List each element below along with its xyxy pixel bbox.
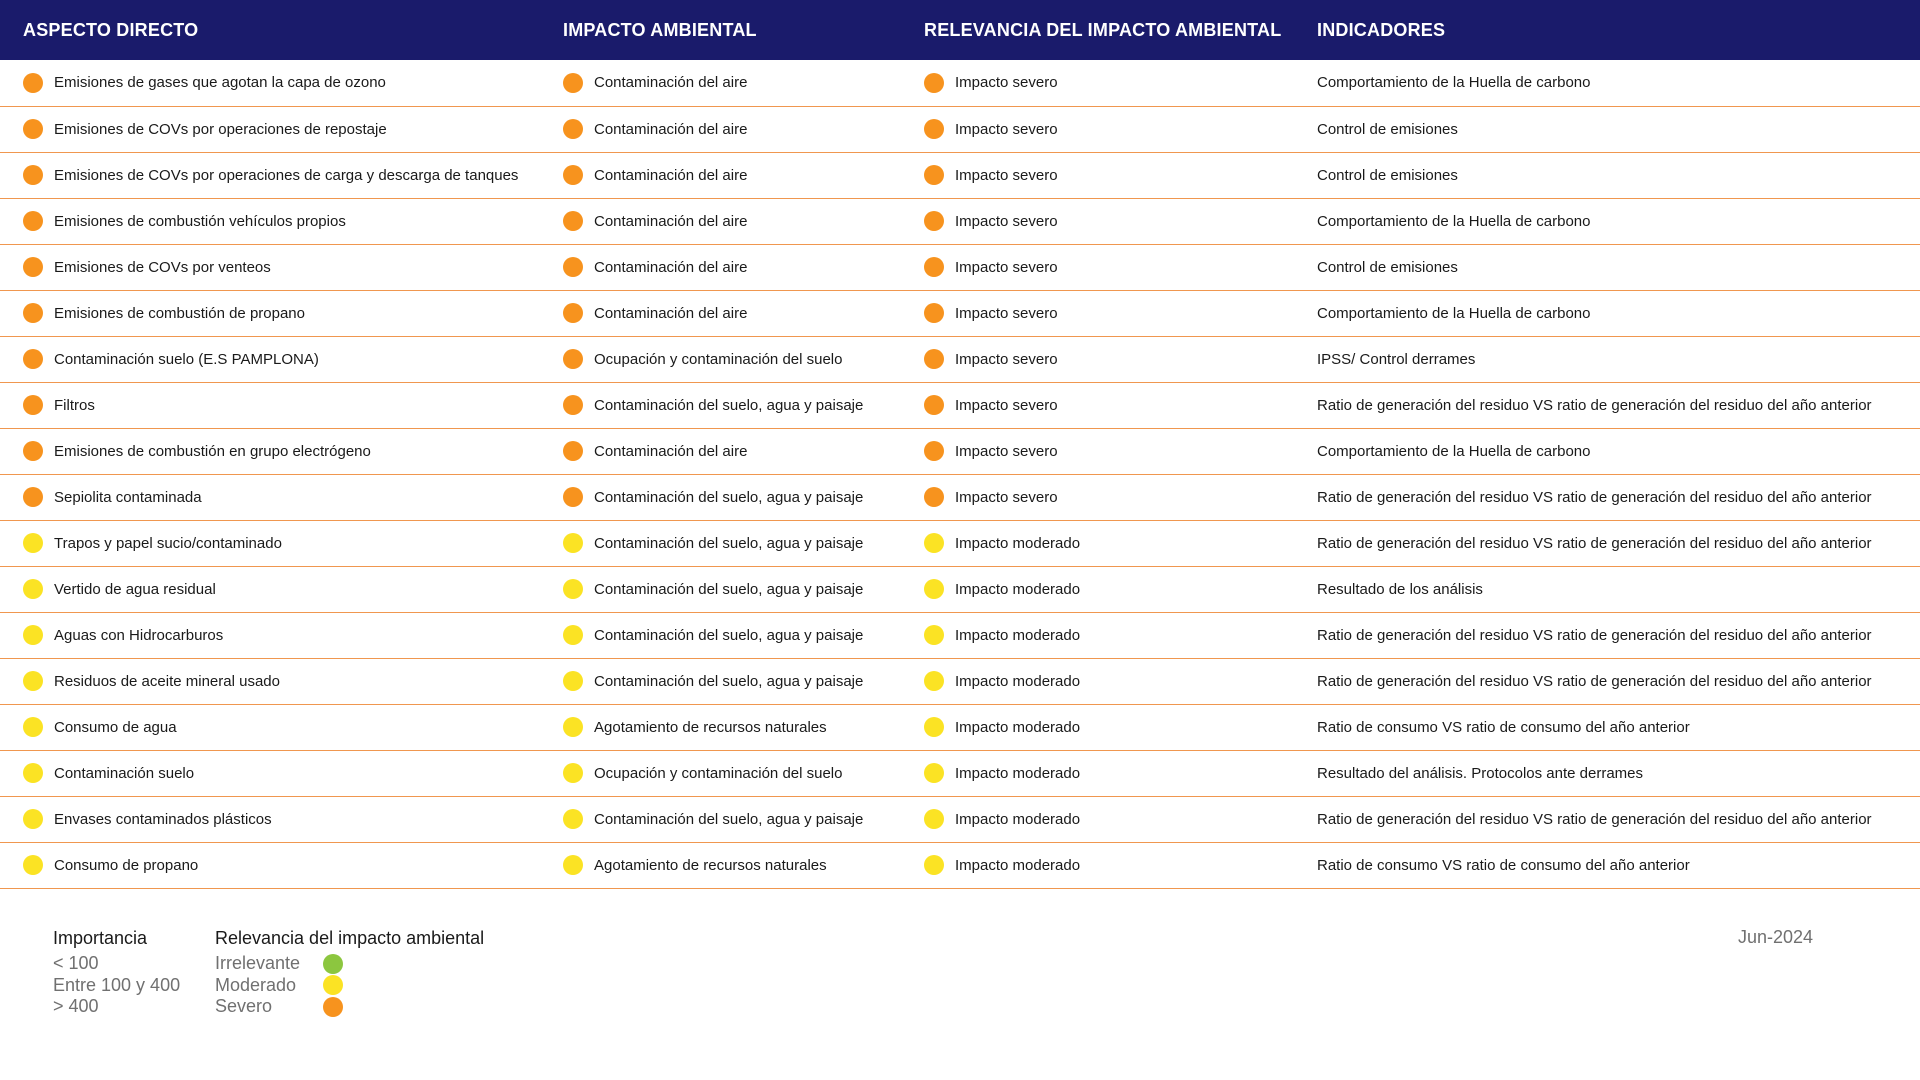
cell-relevancia-text: Impacto severo — [955, 212, 1058, 230]
orange-dot-icon — [563, 73, 583, 93]
cell-relevancia-text: Impacto severo — [955, 350, 1058, 368]
header-impacto-ambiental: IMPACTO AMBIENTAL — [563, 19, 757, 40]
orange-dot-icon — [563, 395, 583, 415]
cell-impacto — [563, 842, 924, 888]
cell-aspecto — [0, 520, 563, 566]
yellow-dot-icon — [924, 763, 944, 783]
cell-impacto — [563, 520, 924, 566]
yellow-dot-icon — [23, 579, 43, 599]
table-row — [0, 336, 1920, 382]
orange-dot-icon — [563, 257, 583, 277]
header-indicadores: INDICADORES — [1317, 19, 1446, 40]
cell-relevancia — [924, 152, 1317, 198]
cell-aspecto-text: Trapos y papel sucio/contaminado — [54, 534, 282, 552]
cell-indicador-text: Comportamiento de la Huella de carbono — [1317, 304, 1591, 322]
cell-impacto — [563, 428, 924, 474]
cell-indicador — [1317, 750, 1920, 796]
legend — [53, 926, 484, 1018]
yellow-dot-icon — [563, 763, 583, 783]
yellow-dot-icon — [563, 671, 583, 691]
yellow-dot-icon — [23, 809, 43, 829]
cell-aspecto-text: Emisiones de combustión de propano — [54, 304, 305, 322]
cell-relevancia — [924, 658, 1317, 704]
cell-relevancia — [924, 428, 1317, 474]
cell-aspecto-text: Consumo de propano — [54, 856, 199, 874]
cell-impacto-text: Contaminación del aire — [594, 166, 748, 184]
cell-impacto-text: Contaminación del suelo, agua y paisaje — [594, 810, 864, 828]
cell-aspecto-text: Emisiones de COVs por operaciones de carga y descarga de tanques — [54, 166, 519, 184]
cell-relevancia-text: Impacto moderado — [955, 718, 1081, 736]
cell-impacto-text: Contaminación del aire — [594, 442, 748, 460]
cell-impacto — [563, 382, 924, 428]
cell-indicador — [1317, 106, 1920, 152]
legend-importance-mid: Entre 100 y 400 — [53, 974, 181, 995]
legend-importance — [53, 926, 215, 1018]
cell-relevancia — [924, 382, 1317, 428]
yellow-dot-icon — [924, 533, 944, 553]
legend-relevance-label: Severo — [215, 996, 273, 1016]
cell-aspecto — [0, 336, 563, 382]
legend-relevance — [215, 926, 484, 1018]
cell-impacto — [563, 290, 924, 336]
yellow-dot-icon — [323, 975, 343, 995]
cell-relevancia — [924, 474, 1317, 520]
cell-aspecto-text: Contaminación suelo (E.S PAMPLONA) — [54, 350, 319, 368]
cell-relevancia-text: Impacto severo — [955, 304, 1058, 322]
cell-relevancia — [924, 244, 1317, 290]
cell-relevancia-text: Impacto moderado — [955, 580, 1081, 598]
cell-aspecto-text: Filtros — [54, 396, 95, 414]
cell-relevancia-text: Impacto severo — [955, 166, 1058, 184]
table-row — [0, 198, 1920, 244]
header-aspecto-directo: ASPECTO DIRECTO — [23, 19, 199, 40]
cell-impacto — [563, 612, 924, 658]
cell-indicador-text: Ratio de generación del residuo VS ratio de generación del residuo del año anterior — [1317, 626, 1872, 644]
cell-impacto-text: Contaminación del aire — [594, 74, 748, 92]
legend-relevance-label: Irrelevante — [215, 953, 301, 973]
cell-aspecto — [0, 566, 563, 612]
cell-impacto — [563, 152, 924, 198]
cell-relevancia — [924, 704, 1317, 750]
orange-dot-icon — [924, 395, 944, 415]
orange-dot-icon — [924, 441, 944, 461]
cell-indicador — [1317, 198, 1920, 244]
yellow-dot-icon — [563, 579, 583, 599]
cell-aspecto-text: Consumo de agua — [54, 718, 177, 736]
yellow-dot-icon — [23, 763, 43, 783]
orange-dot-icon — [563, 441, 583, 461]
table-row — [0, 612, 1920, 658]
cell-impacto — [563, 244, 924, 290]
cell-relevancia — [924, 336, 1317, 382]
orange-dot-icon — [563, 211, 583, 231]
cell-aspecto — [0, 474, 563, 520]
cell-impacto-text: Contaminación del aire — [594, 120, 748, 138]
cell-indicador-text: Control de emisiones — [1317, 120, 1458, 138]
cell-impacto-text: Contaminación del aire — [594, 212, 748, 230]
legend-relevance-label: Moderado — [215, 974, 297, 995]
orange-dot-icon — [323, 997, 343, 1017]
cell-indicador — [1317, 428, 1920, 474]
cell-indicador-text: Ratio de consumo VS ratio de consumo del año anterior — [1317, 718, 1690, 736]
orange-dot-icon — [23, 303, 43, 323]
table-row — [0, 428, 1920, 474]
cell-aspecto-text: Emisiones de combustión vehículos propios — [54, 212, 346, 230]
cell-indicador — [1317, 290, 1920, 336]
cell-indicador — [1317, 658, 1920, 704]
cell-indicador-text: Ratio de generación del residuo VS ratio de generación del residuo del año anterior — [1317, 488, 1872, 506]
cell-indicador — [1317, 152, 1920, 198]
cell-impacto-text: Contaminación del aire — [594, 258, 748, 276]
cell-relevancia — [924, 796, 1317, 842]
orange-dot-icon — [23, 119, 43, 139]
orange-dot-icon — [23, 211, 43, 231]
cell-indicador — [1317, 474, 1920, 520]
document-date: Jun-2024 — [1738, 927, 1814, 947]
cell-relevancia-text: Impacto moderado — [955, 764, 1081, 782]
cell-impacto — [563, 336, 924, 382]
cell-indicador-text: Ratio de consumo VS ratio de consumo del año anterior — [1317, 856, 1690, 874]
cell-impacto — [563, 658, 924, 704]
cell-relevancia-text: Impacto moderado — [955, 626, 1081, 644]
yellow-dot-icon — [924, 671, 944, 691]
cell-aspecto — [0, 658, 563, 704]
yellow-dot-icon — [924, 809, 944, 829]
table-row — [0, 704, 1920, 750]
cell-aspecto — [0, 382, 563, 428]
cell-aspecto — [0, 60, 563, 106]
orange-dot-icon — [924, 211, 944, 231]
legend-relevance-severo — [215, 996, 484, 1018]
cell-indicador-text: IPSS/ Control derrames — [1317, 350, 1476, 368]
cell-indicador — [1317, 704, 1920, 750]
yellow-dot-icon — [563, 809, 583, 829]
yellow-dot-icon — [23, 717, 43, 737]
cell-relevancia-text: Impacto severo — [955, 442, 1058, 460]
cell-relevancia-text: Impacto severo — [955, 488, 1058, 506]
cell-indicador — [1317, 566, 1920, 612]
cell-aspecto — [0, 244, 563, 290]
cell-aspecto-text: Emisiones de combustión en grupo electrógeno — [54, 442, 371, 460]
cell-aspecto-text: Emisiones de COVs por operaciones de repostaje — [54, 120, 387, 138]
cell-impacto-text: Contaminación del suelo, agua y paisaje — [594, 488, 864, 506]
cell-impacto-text: Ocupación y contaminación del suelo — [594, 764, 843, 782]
cell-indicador-text: Ratio de generación del residuo VS ratio de generación del residuo del año anterior — [1317, 810, 1872, 828]
legend-relevance-moderado — [215, 975, 484, 997]
yellow-dot-icon — [563, 625, 583, 645]
orange-dot-icon — [23, 441, 43, 461]
table-header-row — [0, 0, 1920, 60]
orange-dot-icon — [563, 349, 583, 369]
cell-indicador-text: Comportamiento de la Huella de carbono — [1317, 442, 1591, 460]
orange-dot-icon — [924, 165, 944, 185]
yellow-dot-icon — [23, 855, 43, 875]
legend-relevance-irrelevante — [215, 953, 484, 975]
cell-impacto-text: Contaminación del suelo, agua y paisaje — [594, 626, 864, 644]
cell-indicador-text: Ratio de generación del residuo VS ratio de generación del residuo del año anterior — [1317, 396, 1872, 414]
table-row — [0, 750, 1920, 796]
cell-relevancia — [924, 198, 1317, 244]
cell-impacto — [563, 60, 924, 106]
orange-dot-icon — [23, 73, 43, 93]
orange-dot-icon — [563, 487, 583, 507]
cell-relevancia-text: Impacto severo — [955, 120, 1058, 138]
yellow-dot-icon — [563, 533, 583, 553]
table-row — [0, 106, 1920, 152]
cell-aspecto-text: Emisiones de COVs por venteos — [54, 258, 271, 276]
legend-importance-high: > 400 — [53, 996, 99, 1016]
cell-impacto-text: Agotamiento de recursos naturales — [594, 718, 827, 736]
cell-relevancia-text: Impacto severo — [955, 74, 1058, 92]
cell-indicador-text: Resultado de los análisis — [1317, 580, 1483, 598]
cell-relevancia — [924, 520, 1317, 566]
cell-aspecto — [0, 750, 563, 796]
yellow-dot-icon — [23, 533, 43, 553]
cell-aspecto — [0, 796, 563, 842]
cell-relevancia-text: Impacto moderado — [955, 534, 1081, 552]
cell-relevancia — [924, 106, 1317, 152]
legend-importance-low: < 100 — [53, 953, 99, 973]
orange-dot-icon — [23, 165, 43, 185]
yellow-dot-icon — [924, 579, 944, 599]
cell-impacto — [563, 750, 924, 796]
cell-impacto — [563, 474, 924, 520]
orange-dot-icon — [563, 303, 583, 323]
cell-impacto — [563, 566, 924, 612]
cell-indicador — [1317, 60, 1920, 106]
yellow-dot-icon — [563, 855, 583, 875]
cell-aspecto — [0, 428, 563, 474]
cell-aspecto-text: Contaminación suelo — [54, 764, 195, 782]
orange-dot-icon — [924, 119, 944, 139]
header-relevancia: RELEVANCIA DEL IMPACTO AMBIENTAL — [924, 19, 1282, 40]
table-body — [0, 60, 1920, 888]
yellow-dot-icon — [23, 625, 43, 645]
orange-dot-icon — [924, 257, 944, 277]
cell-impacto-text: Contaminación del suelo, agua y paisaje — [594, 396, 864, 414]
table-row — [0, 842, 1920, 888]
cell-indicador — [1317, 796, 1920, 842]
cell-relevancia-text: Impacto moderado — [955, 810, 1081, 828]
cell-relevancia-text: Impacto severo — [955, 258, 1058, 276]
cell-aspecto — [0, 290, 563, 336]
cell-impacto — [563, 704, 924, 750]
cell-impacto-text: Contaminación del suelo, agua y paisaje — [594, 534, 864, 552]
orange-dot-icon — [924, 349, 944, 369]
cell-relevancia-text: Impacto moderado — [955, 672, 1081, 690]
green-dot-icon — [323, 954, 343, 974]
cell-relevancia — [924, 566, 1317, 612]
cell-aspecto — [0, 152, 563, 198]
orange-dot-icon — [563, 165, 583, 185]
cell-impacto-text: Contaminación del suelo, agua y paisaje — [594, 672, 864, 690]
table-row — [0, 566, 1920, 612]
cell-relevancia — [924, 60, 1317, 106]
yellow-dot-icon — [924, 625, 944, 645]
cell-indicador-text: Comportamiento de la Huella de carbono — [1317, 212, 1591, 230]
orange-dot-icon — [924, 487, 944, 507]
cell-indicador — [1317, 244, 1920, 290]
cell-indicador-text: Control de emisiones — [1317, 258, 1458, 276]
yellow-dot-icon — [23, 671, 43, 691]
cell-aspecto-text: Vertido de agua residual — [54, 580, 216, 598]
orange-dot-icon — [924, 303, 944, 323]
table-row — [0, 796, 1920, 842]
cell-aspecto — [0, 842, 563, 888]
cell-indicador — [1317, 520, 1920, 566]
cell-indicador-text: Comportamiento de la Huella de carbono — [1317, 74, 1591, 92]
orange-dot-icon — [23, 487, 43, 507]
orange-dot-icon — [23, 257, 43, 277]
cell-relevancia — [924, 842, 1317, 888]
cell-relevancia-text: Impacto moderado — [955, 856, 1081, 874]
cell-aspecto — [0, 704, 563, 750]
orange-dot-icon — [23, 349, 43, 369]
cell-impacto — [563, 198, 924, 244]
cell-impacto-text: Contaminación del aire — [594, 304, 748, 322]
table-row — [0, 152, 1920, 198]
table-row — [0, 658, 1920, 704]
cell-indicador-text: Resultado del análisis. Protocolos ante derrames — [1317, 764, 1644, 782]
cell-indicador-text: Ratio de generación del residuo VS ratio de generación del residuo del año anterior — [1317, 672, 1872, 690]
cell-relevancia — [924, 290, 1317, 336]
orange-dot-icon — [563, 119, 583, 139]
cell-indicador-text: Control de emisiones — [1317, 166, 1458, 184]
cell-aspecto — [0, 198, 563, 244]
cell-aspecto-text: Envases contaminados plásticos — [54, 810, 272, 828]
cell-indicador — [1317, 612, 1920, 658]
legend-importance-title: Importancia — [53, 928, 148, 948]
cell-indicador-text: Ratio de generación del residuo VS ratio de generación del residuo del año anterior — [1317, 534, 1872, 552]
cell-indicador — [1317, 382, 1920, 428]
cell-aspecto-text: Residuos de aceite mineral usado — [54, 672, 280, 690]
cell-impacto-text: Ocupación y contaminación del suelo — [594, 350, 843, 368]
cell-aspecto-text: Aguas con Hidrocarburos — [54, 626, 224, 644]
orange-dot-icon — [924, 73, 944, 93]
table-row — [0, 382, 1920, 428]
table-row — [0, 520, 1920, 566]
table-row — [0, 244, 1920, 290]
table-row — [0, 474, 1920, 520]
yellow-dot-icon — [563, 717, 583, 737]
cell-aspecto — [0, 106, 563, 152]
cell-relevancia — [924, 750, 1317, 796]
cell-indicador — [1317, 336, 1920, 382]
cell-relevancia — [924, 612, 1317, 658]
table-row — [0, 60, 1920, 106]
cell-aspecto — [0, 612, 563, 658]
cell-impacto — [563, 106, 924, 152]
table-row — [0, 290, 1920, 336]
cell-impacto-text: Agotamiento de recursos naturales — [594, 856, 827, 874]
cell-aspecto-text: Sepiolita contaminada — [54, 488, 202, 506]
yellow-dot-icon — [924, 855, 944, 875]
cell-relevancia-text: Impacto severo — [955, 396, 1058, 414]
cell-impacto-text: Contaminación del suelo, agua y paisaje — [594, 580, 864, 598]
cell-indicador — [1317, 842, 1920, 888]
legend-relevance-title: Relevancia del impacto ambiental — [215, 928, 485, 948]
cell-impacto — [563, 796, 924, 842]
cell-aspecto-text: Emisiones de gases que agotan la capa de ozono — [54, 74, 386, 92]
yellow-dot-icon — [924, 717, 944, 737]
orange-dot-icon — [23, 395, 43, 415]
